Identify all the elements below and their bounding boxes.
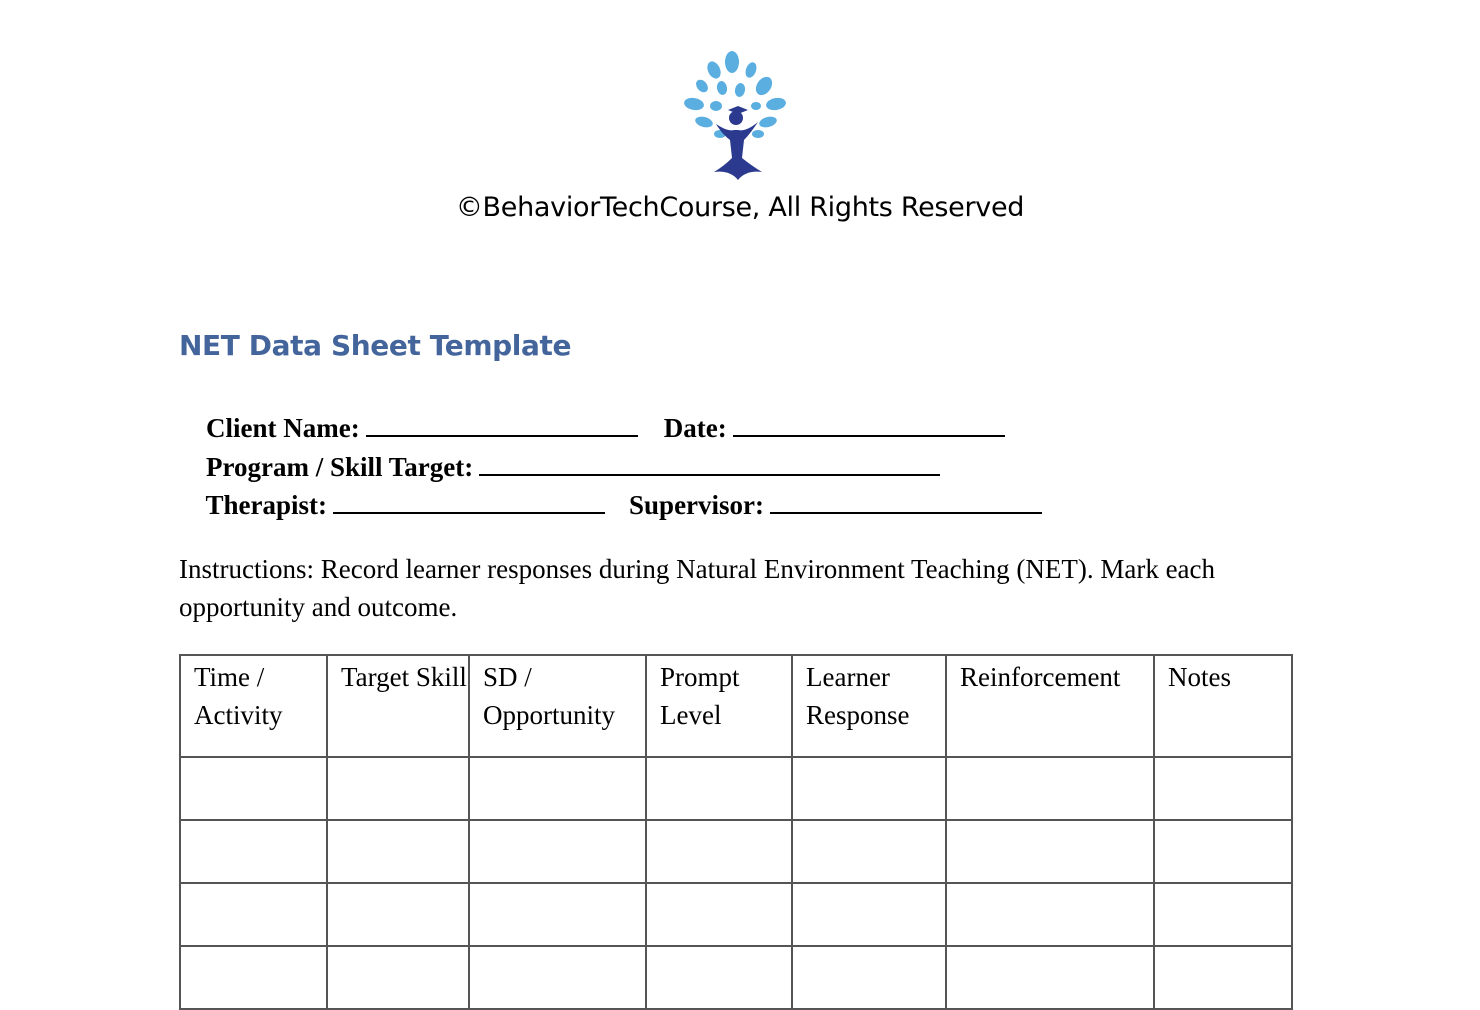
table-cell[interactable] bbox=[646, 820, 792, 883]
table-cell[interactable] bbox=[946, 757, 1154, 820]
supervisor-field[interactable] bbox=[770, 490, 1042, 514]
column-header-notes: Notes bbox=[1154, 655, 1292, 757]
column-header-reinforcement: Reinforcement bbox=[946, 655, 1154, 757]
table-cell[interactable] bbox=[646, 883, 792, 946]
table-cell[interactable] bbox=[327, 883, 469, 946]
table-cell[interactable] bbox=[1154, 883, 1292, 946]
table-row bbox=[180, 820, 1292, 883]
date-label: Date: bbox=[663, 413, 727, 443]
table-cell[interactable] bbox=[646, 946, 792, 1009]
client-name-label: Client Name: bbox=[206, 413, 360, 443]
table-header-row bbox=[180, 655, 1292, 757]
table-cell[interactable] bbox=[946, 883, 1154, 946]
table-cell[interactable] bbox=[646, 757, 792, 820]
table-row bbox=[180, 883, 1292, 946]
table-cell[interactable] bbox=[180, 757, 327, 820]
table-cell[interactable] bbox=[469, 946, 646, 1009]
supervisor-label: Supervisor: bbox=[629, 490, 765, 520]
column-header-sd-opportunity: SD / Opportunity bbox=[469, 655, 646, 757]
column-header-time-activity: Time / Activity bbox=[180, 655, 327, 757]
table-cell[interactable] bbox=[180, 946, 327, 1009]
table-cell[interactable] bbox=[180, 883, 327, 946]
table-cell[interactable] bbox=[792, 883, 946, 946]
table-cell[interactable] bbox=[946, 820, 1154, 883]
table-cell[interactable] bbox=[1154, 757, 1292, 820]
table-cell[interactable] bbox=[327, 757, 469, 820]
table-cell[interactable] bbox=[469, 757, 646, 820]
table-cell[interactable] bbox=[946, 946, 1154, 1009]
table-cell[interactable] bbox=[180, 820, 327, 883]
tree-logo-icon bbox=[676, 48, 794, 180]
copyright-notice: ©BehaviorTechCourse, All Rights Reserved bbox=[455, 192, 1025, 223]
table-row bbox=[180, 757, 1292, 820]
net-data-table bbox=[179, 654, 1293, 1010]
field-row-therapist-supervisor bbox=[179, 448, 1042, 562]
column-header-prompt-level: Prompt Level bbox=[646, 655, 792, 757]
table-cell[interactable] bbox=[792, 946, 946, 1009]
table-cell[interactable] bbox=[792, 820, 946, 883]
table-cell[interactable] bbox=[792, 757, 946, 820]
table-cell[interactable] bbox=[1154, 946, 1292, 1009]
therapist-field[interactable] bbox=[333, 490, 605, 514]
table-cell[interactable] bbox=[327, 946, 469, 1009]
page-title: NET Data Sheet Template bbox=[179, 329, 572, 362]
table-cell[interactable] bbox=[327, 820, 469, 883]
program-skill-target-label: Program / Skill Target: bbox=[206, 452, 474, 482]
instructions-text: Instructions: Record learner responses during Natural Environment Teaching (NET). Mark each opportunity and outcome. bbox=[179, 554, 1216, 622]
table-row bbox=[180, 946, 1292, 1009]
table-cell[interactable] bbox=[469, 820, 646, 883]
table-cell[interactable] bbox=[469, 883, 646, 946]
column-header-learner-response: Learner Response bbox=[792, 655, 946, 757]
therapist-label: Therapist: bbox=[205, 490, 328, 520]
table-cell[interactable] bbox=[1154, 820, 1292, 883]
column-header-target-skill: Target Skill bbox=[327, 655, 469, 757]
